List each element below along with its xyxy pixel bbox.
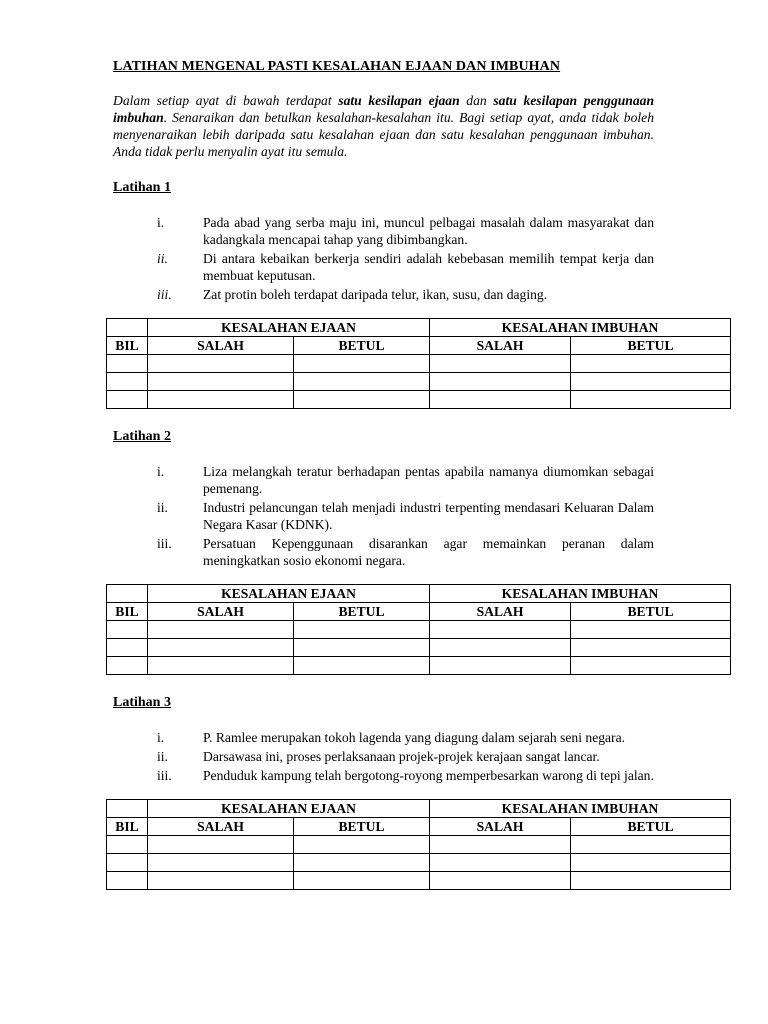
header-bil: BIL — [107, 818, 148, 836]
question-number: ii. — [157, 251, 168, 266]
question-item — [157, 286, 654, 303]
answer-table — [106, 318, 731, 409]
table-row — [107, 854, 731, 872]
table-row — [107, 391, 731, 409]
header-salah: SALAH — [148, 818, 294, 836]
question-list — [157, 729, 654, 784]
worksheet-page — [113, 58, 729, 890]
table-cell[interactable] — [571, 639, 731, 657]
table-cell[interactable] — [107, 800, 148, 818]
question-item — [157, 499, 654, 533]
table-cell[interactable] — [107, 854, 148, 872]
table-row — [107, 621, 731, 639]
question-item — [157, 535, 654, 569]
header-betul: BETUL — [571, 603, 731, 621]
table-cell[interactable] — [294, 355, 430, 373]
table-cell[interactable] — [571, 373, 731, 391]
table-cell[interactable] — [430, 836, 571, 854]
header-salah: SALAH — [148, 603, 294, 621]
table-cell[interactable] — [430, 355, 571, 373]
header-kesalahan-imbuhan: KESALAHAN IMBUHAN — [430, 800, 731, 818]
table-cell[interactable] — [148, 373, 294, 391]
table-cell[interactable] — [294, 373, 430, 391]
question-text: Zat protin boleh terdapat daripada telur, ikan, susu, dan daging. — [203, 287, 548, 302]
table-cell[interactable] — [148, 854, 294, 872]
question-number: ii. — [157, 500, 168, 515]
table-cell[interactable] — [571, 355, 731, 373]
header-bil: BIL — [107, 337, 148, 355]
question-item — [157, 748, 654, 765]
table-cell[interactable] — [571, 391, 731, 409]
question-list — [157, 463, 654, 569]
header-salah: SALAH — [148, 337, 294, 355]
table-cell[interactable] — [294, 872, 430, 890]
table-cell[interactable] — [294, 391, 430, 409]
table-cell[interactable] — [571, 836, 731, 854]
question-number: i. — [157, 730, 165, 745]
table-cell[interactable] — [148, 836, 294, 854]
table-row — [107, 657, 731, 675]
section-latihan-2 — [113, 428, 729, 675]
table-cell[interactable] — [294, 854, 430, 872]
table-cell[interactable] — [294, 836, 430, 854]
table-cell[interactable] — [571, 872, 731, 890]
table-cell[interactable] — [107, 657, 148, 675]
section-heading: Latihan 2 — [113, 429, 171, 444]
table-row — [107, 836, 731, 854]
table-cell[interactable] — [430, 657, 571, 675]
instructions-text-3: . Senaraikan dan betulkan kesalahan-kesalahan itu. Bagi setiap ayat, anda tidak boleh menyenaraikan lebih daripada satu kesalahan ejaan dan satu kesalahan penggunaan imbuhan. Anda tidak perlu menyalin ayat itu semula. — [113, 110, 654, 159]
header-kesalahan-ejaan: KESALAHAN EJAAN — [148, 800, 430, 818]
table-cell[interactable] — [571, 854, 731, 872]
header-salah: SALAH — [430, 337, 571, 355]
question-list — [157, 214, 654, 303]
answer-table — [106, 584, 731, 675]
question-item — [157, 729, 654, 746]
instructions-bold-2: satu kesilapan penggunaan imbuhan — [113, 93, 655, 125]
question-text: P. Ramlee merupakan tokoh lagenda yang diagung dalam sejarah seni negara. — [203, 730, 626, 745]
table-cell[interactable] — [107, 319, 148, 337]
table-cell[interactable] — [430, 373, 571, 391]
worksheet-title: LATIHAN MENGENAL PASTI KESALAHAN EJAAN DAN IMBUHAN — [113, 59, 561, 74]
table-cell[interactable] — [107, 621, 148, 639]
question-number: i. — [157, 464, 165, 479]
table-cell[interactable] — [571, 657, 731, 675]
header-salah: SALAH — [430, 818, 571, 836]
table-cell[interactable] — [107, 355, 148, 373]
table-cell[interactable] — [430, 391, 571, 409]
header-salah: SALAH — [430, 603, 571, 621]
table-cell[interactable] — [430, 854, 571, 872]
header-bil: BIL — [107, 603, 148, 621]
header-betul: BETUL — [571, 337, 731, 355]
table-cell[interactable] — [148, 355, 294, 373]
section-heading: Latihan 1 — [113, 180, 171, 195]
table-row — [107, 373, 731, 391]
table-cell[interactable] — [107, 639, 148, 657]
table-cell[interactable] — [430, 639, 571, 657]
question-item — [157, 767, 654, 784]
question-item — [157, 250, 654, 284]
table-cell[interactable] — [148, 639, 294, 657]
section-heading: Latihan 3 — [113, 695, 171, 710]
question-text: Di antara kebaikan berkerja sendiri adalah kebebasan memilih tempat kerja dan membuat keputusan. — [203, 251, 654, 283]
header-betul: BETUL — [294, 818, 430, 836]
question-number: iii. — [157, 287, 172, 302]
question-number: ii. — [157, 749, 168, 764]
question-item — [157, 214, 654, 248]
question-number: iii. — [157, 536, 172, 551]
header-kesalahan-ejaan: KESALAHAN EJAAN — [148, 585, 430, 603]
question-item — [157, 463, 654, 497]
header-betul: BETUL — [294, 603, 430, 621]
table-cell[interactable] — [107, 585, 148, 603]
header-betul: BETUL — [294, 337, 430, 355]
question-number: iii. — [157, 768, 172, 783]
table-row — [107, 639, 731, 657]
table-cell[interactable] — [107, 373, 148, 391]
question-text: Industri pelancungan telah menjadi industri terpenting mendasari Keluaran Dalam Negara Kasar (KDNK). — [203, 500, 654, 532]
table-row — [107, 355, 731, 373]
instructions-text-2: dan — [459, 93, 494, 108]
section-latihan-3 — [113, 694, 729, 890]
question-text: Pada abad yang serba maju ini, muncul pelbagai masalah dalam masyarakat dan kadangkala mencapai tahap yang dibimbangkan. — [203, 215, 654, 247]
instructions-text-1: Dalam setiap ayat di bawah terdapat — [113, 93, 339, 108]
table-cell[interactable] — [571, 621, 731, 639]
header-kesalahan-imbuhan: KESALAHAN IMBUHAN — [430, 585, 731, 603]
section-latihan-1 — [113, 179, 729, 409]
table-cell[interactable] — [430, 872, 571, 890]
table-cell[interactable] — [294, 657, 430, 675]
header-kesalahan-imbuhan: KESALAHAN IMBUHAN — [430, 319, 731, 337]
header-kesalahan-ejaan: KESALAHAN EJAAN — [148, 319, 430, 337]
question-text: Liza melangkah teratur berhadapan pentas apabila namanya diumomkan sebagai pemenang. — [203, 464, 654, 496]
instructions — [113, 92, 654, 160]
table-row — [107, 872, 731, 890]
table-cell[interactable] — [148, 621, 294, 639]
table-cell[interactable] — [148, 872, 294, 890]
answer-table — [106, 799, 731, 890]
table-cell[interactable] — [294, 639, 430, 657]
header-betul: BETUL — [571, 818, 731, 836]
table-cell[interactable] — [294, 621, 430, 639]
table-cell[interactable] — [107, 836, 148, 854]
question-text: Penduduk kampung telah bergotong-royong memperbesarkan warong di tepi jalan. — [203, 768, 654, 783]
table-cell[interactable] — [148, 657, 294, 675]
table-cell[interactable] — [107, 872, 148, 890]
table-cell[interactable] — [107, 391, 148, 409]
question-number: i. — [157, 215, 165, 230]
question-text: Darsawasa ini, proses perlaksanaan projek-projek kerajaan sangat lancar. — [203, 749, 600, 764]
instructions-bold-1: satu kesilapan ejaan — [338, 93, 460, 108]
table-cell[interactable] — [430, 621, 571, 639]
question-text: Persatuan Kepenggunaan disarankan agar memainkan peranan dalam meningkatkan sosio ekonomi negara. — [203, 536, 654, 568]
table-cell[interactable] — [148, 391, 294, 409]
